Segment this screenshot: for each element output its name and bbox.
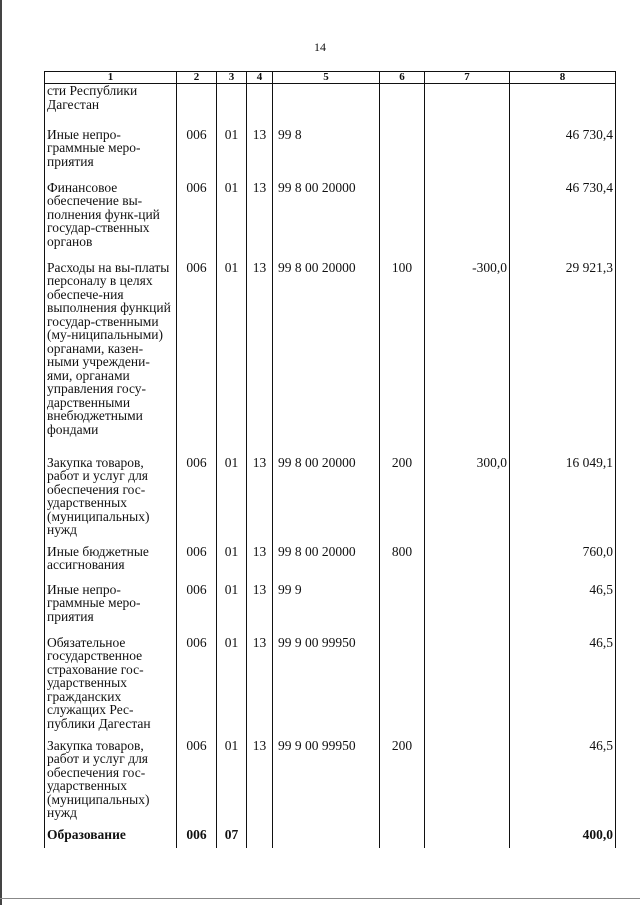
cell-c6: 800 [380, 545, 425, 583]
cell-c6: 200 [380, 739, 425, 828]
cell-c7 [425, 739, 510, 828]
cell-c2: 006 [177, 181, 217, 261]
cell-c3: 01 [217, 128, 247, 181]
cell-c5: 99 9 00 99950 [273, 636, 380, 739]
cell-c7 [425, 583, 510, 636]
cell-c4 [247, 828, 273, 848]
cell-c6 [380, 828, 425, 848]
table-row [45, 84, 616, 128]
cell-c3: 01 [217, 583, 247, 636]
cell-c6 [380, 84, 425, 128]
cell-c2 [177, 84, 217, 128]
cell-c5: 99 8 00 20000 [273, 261, 380, 456]
cell-c2: 006 [177, 583, 217, 636]
cell-c6 [380, 583, 425, 636]
cell-c7: 300,0 [425, 456, 510, 545]
cell-c2: 006 [177, 456, 217, 545]
cell-c8: 16 049,1 [510, 456, 616, 545]
row-name: Закупка товаров, работ и услуг для обеспечения гос-ударственных (муниципальных) нужд [45, 739, 177, 828]
cell-c4: 13 [247, 583, 273, 636]
cell-c8: 46 730,4 [510, 181, 616, 261]
table-row [45, 636, 616, 739]
cell-c5: 99 8 00 20000 [273, 181, 380, 261]
cell-c6 [380, 181, 425, 261]
cell-c2: 006 [177, 261, 217, 456]
cell-c3: 01 [217, 739, 247, 828]
cell-c2: 006 [177, 636, 217, 739]
cell-c5: 99 8 00 20000 [273, 545, 380, 583]
cell-c6 [380, 128, 425, 181]
cell-c3 [217, 84, 247, 128]
cell-c5: 99 9 [273, 583, 380, 636]
cell-c4: 13 [247, 128, 273, 181]
row-name: Финансовое обеспечение вы-полнения функ-ций государ-ственных органов [45, 181, 177, 261]
budget-table [44, 71, 616, 848]
col-header-1: 1 [45, 72, 177, 84]
row-name: Закупка товаров, работ и услуг для обеспечения гос-ударственных (муниципальных) нужд [45, 456, 177, 545]
row-name: Иные непро-граммные меро-приятия [45, 128, 177, 181]
cell-c7 [425, 636, 510, 739]
col-header-8: 8 [510, 72, 616, 84]
cell-c3: 01 [217, 181, 247, 261]
cell-c4: 13 [247, 636, 273, 739]
cell-c8: 46,5 [510, 636, 616, 739]
cell-c7 [425, 181, 510, 261]
cell-c5 [273, 84, 380, 128]
cell-c2: 006 [177, 739, 217, 828]
cell-c5: 99 8 [273, 128, 380, 181]
cell-c8: 29 921,3 [510, 261, 616, 456]
scan-bottom-line [0, 898, 640, 899]
table-row [45, 739, 616, 828]
cell-c3: 07 [217, 828, 247, 848]
cell-c4: 13 [247, 739, 273, 828]
cell-c8 [510, 84, 616, 128]
col-header-4: 4 [247, 72, 273, 84]
cell-c4: 13 [247, 181, 273, 261]
cell-c2: 006 [177, 828, 217, 848]
cell-c8: 760,0 [510, 545, 616, 583]
cell-c6: 100 [380, 261, 425, 456]
scan-edge-line [0, 0, 2, 905]
cell-c5 [273, 828, 380, 848]
table-row [45, 583, 616, 636]
cell-c7 [425, 828, 510, 848]
cell-c8: 46 730,4 [510, 128, 616, 181]
cell-c8: 400,0 [510, 828, 616, 848]
cell-c4: 13 [247, 261, 273, 456]
cell-c2: 006 [177, 545, 217, 583]
table-row [45, 181, 616, 261]
cell-c4: 13 [247, 456, 273, 545]
cell-c6 [380, 636, 425, 739]
table-row [45, 545, 616, 583]
col-header-5: 5 [273, 72, 380, 84]
header-row [45, 72, 616, 84]
cell-c4 [247, 84, 273, 128]
cell-c7 [425, 545, 510, 583]
cell-c8: 46,5 [510, 739, 616, 828]
col-header-7: 7 [425, 72, 510, 84]
page-number: 14 [314, 40, 326, 54]
cell-c7: -300,0 [425, 261, 510, 456]
cell-c3: 01 [217, 456, 247, 545]
cell-c2: 006 [177, 128, 217, 181]
col-header-2: 2 [177, 72, 217, 84]
cell-c7 [425, 128, 510, 181]
cell-c7 [425, 84, 510, 128]
cell-c8: 46,5 [510, 583, 616, 636]
row-name: Расходы на вы-платы персоналу в целях обеспече-ния выполнения функций государ-ственными (му-ниципальными) органами, казен-ными учреждени-ями, органами управления госу-дарственными внебюджетными фондами [45, 261, 177, 456]
row-name: Иные непро-граммные меро-приятия [45, 583, 177, 636]
cell-c4: 13 [247, 545, 273, 583]
row-name: сти Республики Дагестан [45, 84, 177, 128]
row-name: Иные бюджетные ассигнования [45, 545, 177, 583]
cell-c5: 99 9 00 99950 [273, 739, 380, 828]
table-row [45, 456, 616, 545]
cell-c6: 200 [380, 456, 425, 545]
cell-c5: 99 8 00 20000 [273, 456, 380, 545]
row-name: Обязательное государственное страхование гос-ударственных гражданских служащих Рес-публики Дагестан [45, 636, 177, 739]
table-row [45, 828, 616, 848]
row-name: Образование [45, 828, 177, 848]
cell-c3: 01 [217, 545, 247, 583]
col-header-6: 6 [380, 72, 425, 84]
cell-c3: 01 [217, 261, 247, 456]
col-header-3: 3 [217, 72, 247, 84]
cell-c3: 01 [217, 636, 247, 739]
table-row [45, 128, 616, 181]
table-row [45, 261, 616, 456]
